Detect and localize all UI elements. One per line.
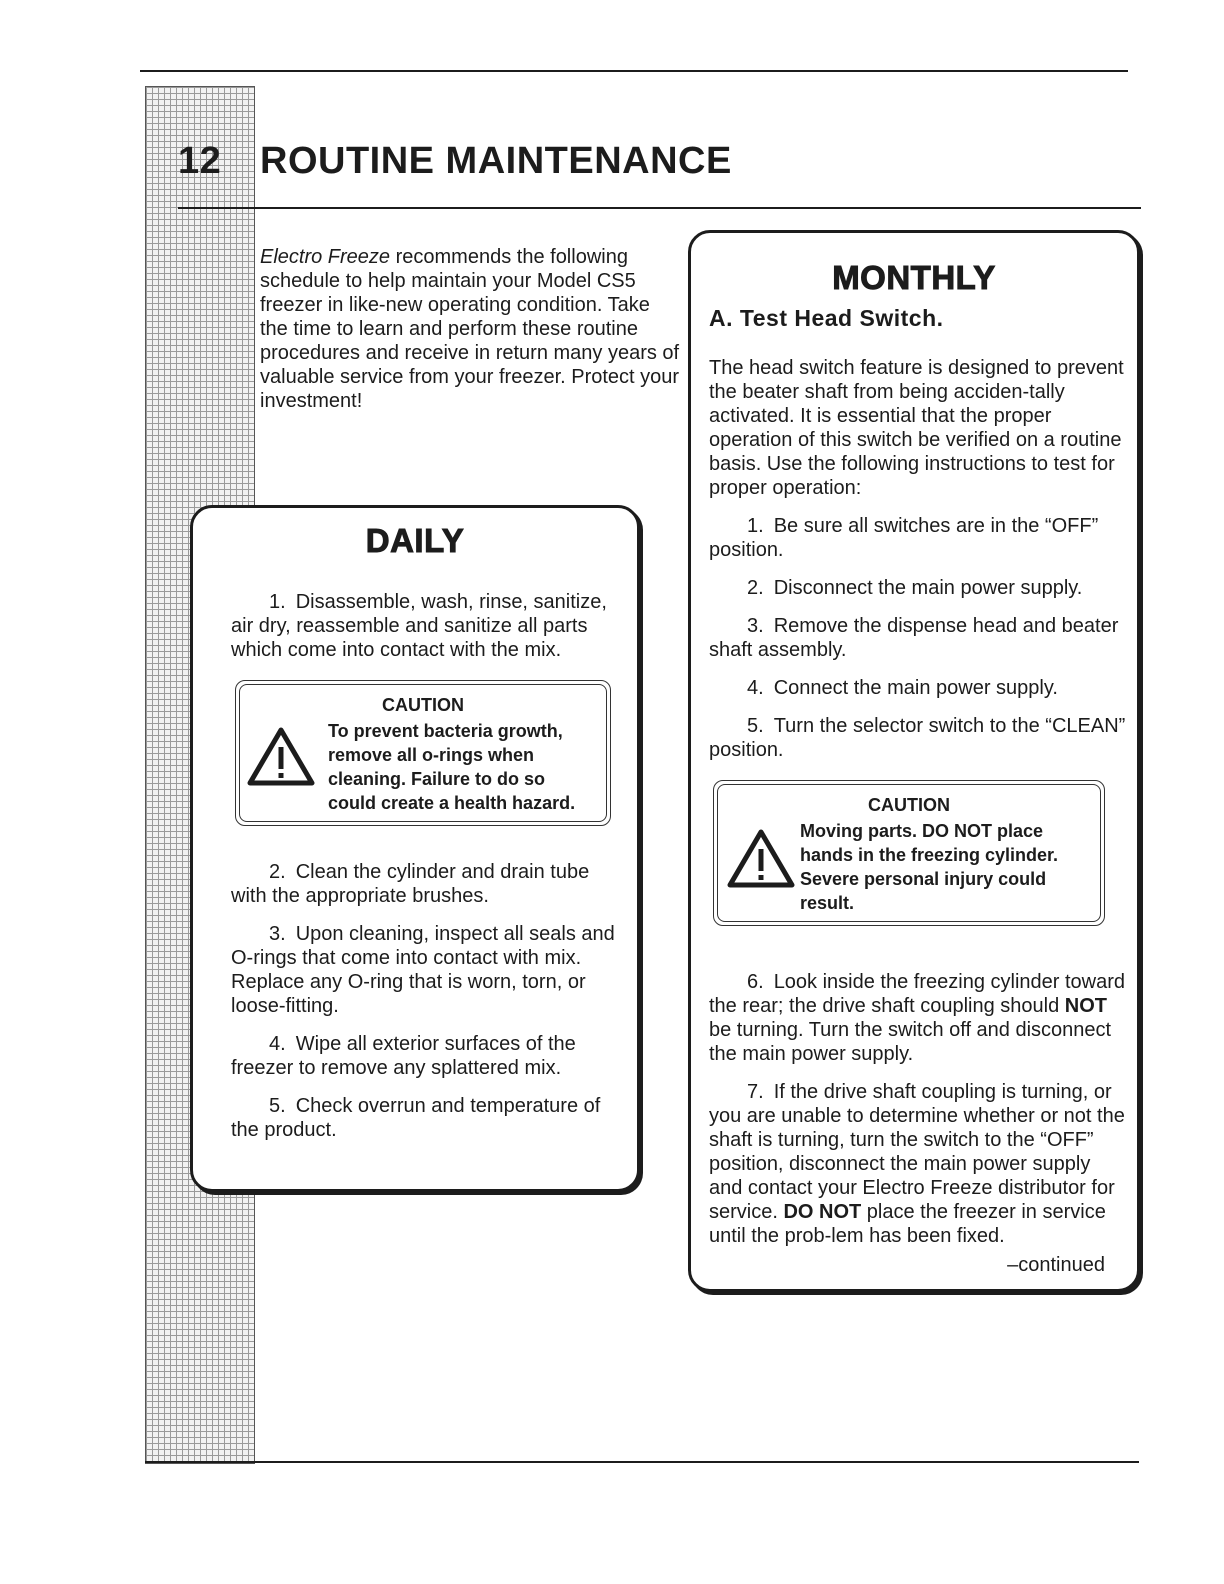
top-rule [140,70,1128,72]
continued-note: –continued [1007,1254,1105,1276]
monthly-step-6: 6. Look inside the freezing cylinder toward the rear; the drive shaft coupling should NOT be turning. Turn the switch off and disconnect the main power supply. [709,971,1125,1065]
monthly-box [688,230,1140,1292]
daily-title: DAILY [365,522,465,559]
monthly-title: MONTHLY [832,259,996,296]
daily-box [190,505,640,1192]
intro-paragraph [260,245,680,413]
warning-triangle-icon [246,725,316,787]
heading-rule [178,207,1141,209]
monthly-caution-title: CAUTION [868,795,950,815]
bottom-rule [145,1461,1139,1463]
monthly-step-1: 1. Be sure all switches are in the “OFF” position. [709,515,1099,561]
monthly-step-3: 3. Remove the dispense head and beater shaft assembly. [709,615,1119,661]
daily-caution [235,680,611,826]
monthly-subheading: A. Test Head Switch. [709,305,944,331]
monthly-step-7: 7. If the drive shaft coupling is turning, or you are unable to determine whether or not the shaft is turning, turn the switch to the “OFF” position, disconnect the main power supply and contact your Electro Freeze distributor for service. DO NOT place the freezer in service until the prob-lem has been fixed. [709,1081,1125,1247]
daily-step-1: 1. Disassemble, wash, rinse, sanitize, air dry, reassemble and sanitize all parts which come into contact with the mix. [231,591,607,661]
daily-step-4: 4. Wipe all exterior surfaces of the freezer to remove any splattered mix. [231,1033,576,1079]
chapter-title: ROUTINE MAINTENANCE [260,140,732,182]
brand-name: Electro Freeze [260,246,391,268]
warning-triangle-icon [726,827,796,889]
daily-step-3: 3. Upon cleaning, inspect all seals and O-rings that come into contact with mix. Replace any O-ring that is worn, torn, or loose-fitting. [231,923,615,1017]
daily-caution-text: To prevent bacteria growth, remove all o-rings when cleaning. Failure to do so could create a health hazard. [328,721,576,813]
daily-caution-title: CAUTION [382,695,464,715]
monthly-step-2: 2. Disconnect the main power supply. [747,577,1083,599]
monthly-caution [713,780,1105,926]
monthly-step-5: 5. Turn the selector switch to the “CLEAN” position. [709,715,1126,761]
intro-text: recommends the following schedule to help maintain your Model CS5 freezer in like-new operating condition. Take the time to learn and perform these routine procedures and receive in return many years of valuable service from your freezer. Protect your investment! [260,246,680,412]
page-title [178,140,732,196]
daily-step-2: 2. Clean the cylinder and drain tube with the appropriate brushes. [231,861,590,907]
daily-step-5: 5. Check overrun and temperature of the product. [231,1095,601,1141]
monthly-intro: The head switch feature is designed to prevent the beater shaft from being acciden-tally activated. It is essential that the proper operation of this switch be verified on a routine basis. Use the following instructions to test for proper operation: [709,357,1124,499]
chapter-number: 12 [178,140,222,182]
monthly-step-4: 4. Connect the main power supply. [747,677,1058,699]
monthly-caution-text: Moving parts. DO NOT place hands in the freezing cylinder. Severe personal injury could result. [800,821,1059,913]
